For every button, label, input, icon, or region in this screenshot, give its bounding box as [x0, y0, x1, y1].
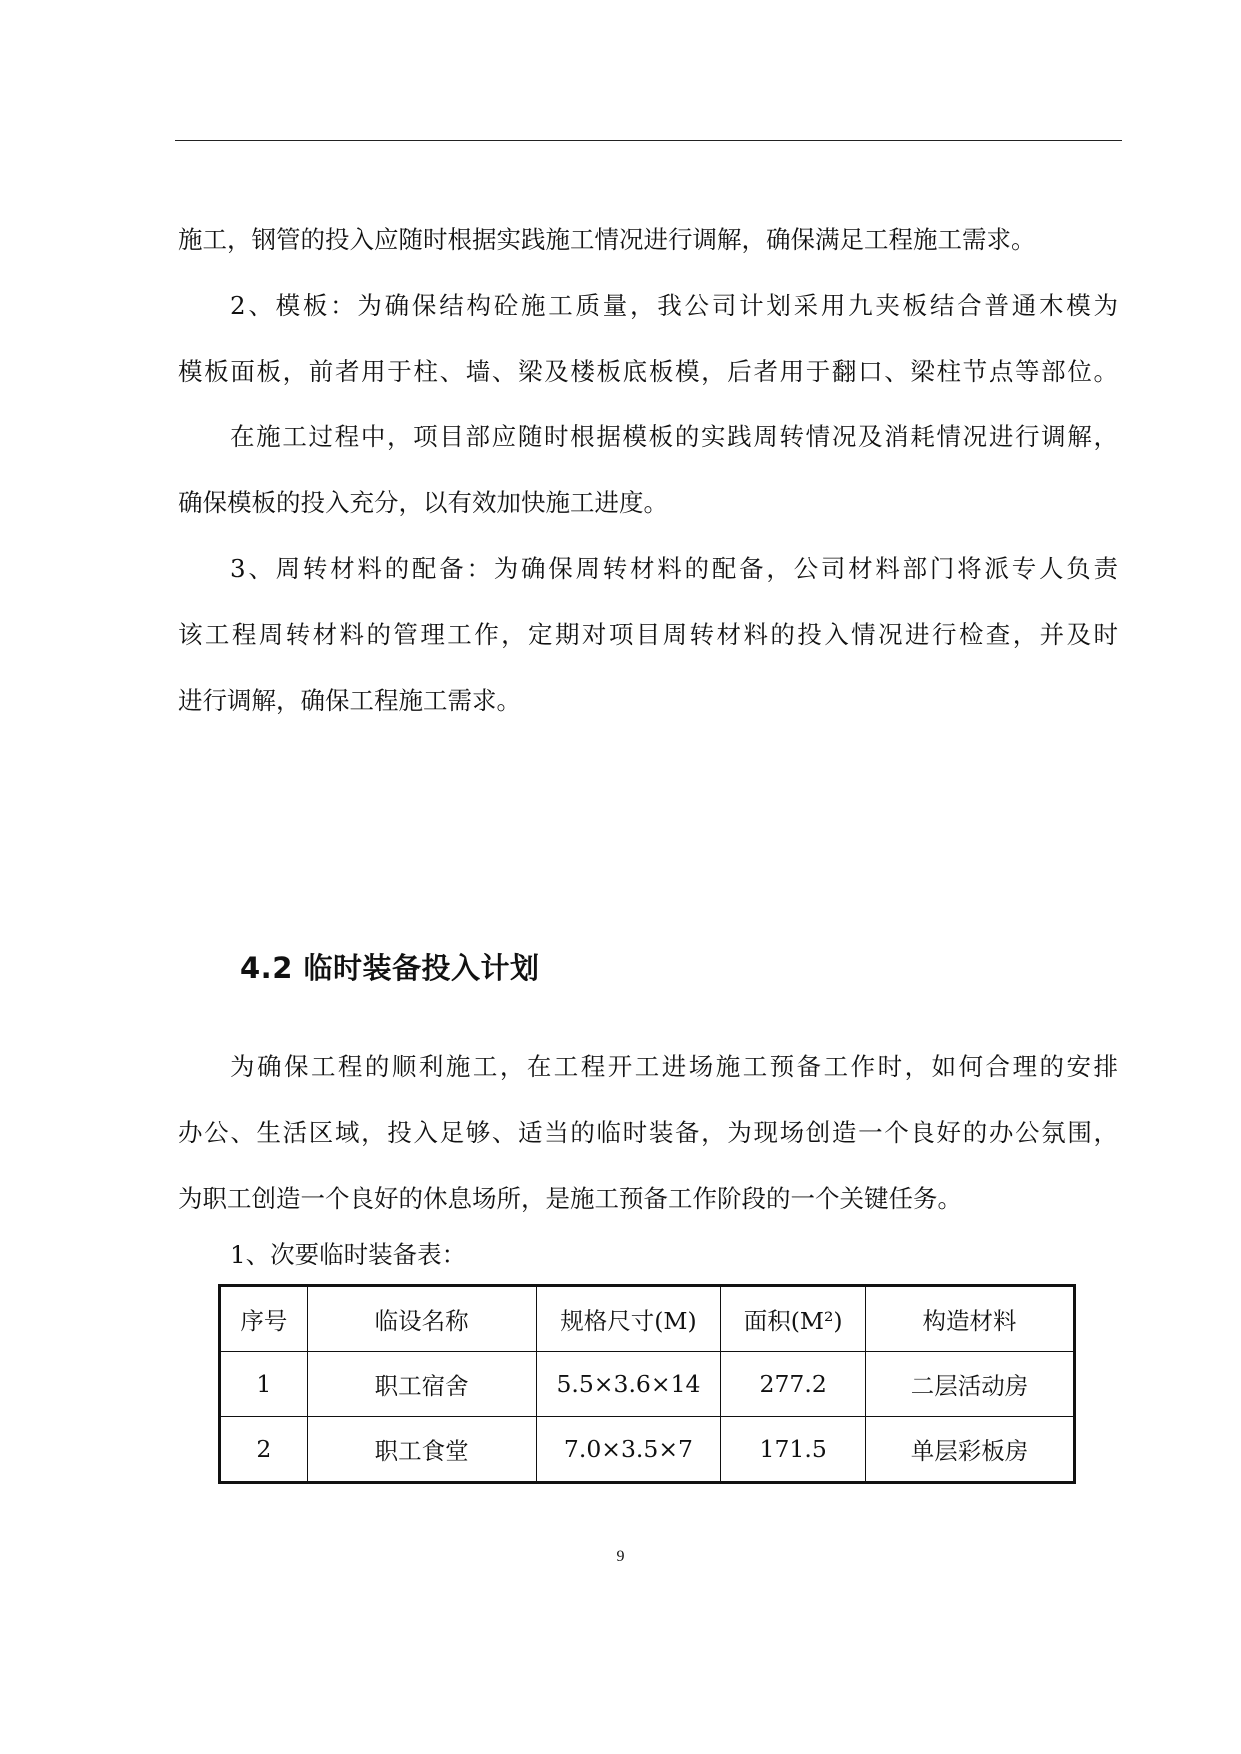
- table-header-cell: 规格尺寸(M): [536, 1286, 721, 1352]
- paragraph-line: 办公、生活区域，投入足够、适当的临时装备，为现场创造一个良好的办公氛围，: [178, 1118, 1118, 1147]
- table-cell: 171.5: [721, 1417, 866, 1483]
- table-row: [220, 1417, 1075, 1483]
- table-header-cell: 面积(M²): [721, 1286, 866, 1352]
- paragraph-line: 在施工过程中，项目部应随时根据模板的实践周转情况及消耗情况进行调解，: [230, 422, 1118, 451]
- paragraph-line: 确保模板的投入充分，以有效加快施工进度。: [178, 488, 668, 517]
- table-header-cell: 构造材料: [865, 1286, 1074, 1352]
- table-header-row: [220, 1286, 1075, 1352]
- table-cell: 职工宿舍: [307, 1352, 536, 1417]
- equipment-table: [218, 1284, 1076, 1484]
- paragraph-line: 模板面板，前者用于柱、墙、梁及楼板底板模，后者用于翻口、梁柱节点等部位。: [178, 357, 1118, 386]
- table-cell: 二层活动房: [865, 1352, 1074, 1417]
- table-row: [220, 1352, 1075, 1417]
- header-rule: [175, 140, 1122, 141]
- section-heading: 4.2 临时装备投入计划: [240, 951, 540, 985]
- table-header-cell: 序号: [220, 1286, 308, 1352]
- paragraph-line: 进行调解，确保工程施工需求。: [178, 686, 521, 715]
- paragraph-line: 施工，钢管的投入应随时根据实践施工情况进行调解，确保满足工程施工需求。: [178, 225, 1036, 254]
- paragraph-line: 为确保工程的顺利施工，在工程开工进场施工预备工作时，如何合理的安排: [230, 1052, 1118, 1081]
- table-cell: 5.5×3.6×14: [536, 1352, 721, 1417]
- table-header-cell: 临设名称: [307, 1286, 536, 1352]
- table-cell: 1: [220, 1352, 308, 1417]
- paragraph-line: 3、周转材料的配备：为确保周转材料的配备，公司材料部门将派专人负责: [230, 554, 1118, 583]
- table-cell: 277.2: [721, 1352, 866, 1417]
- table-cell: 7.0×3.5×7: [536, 1417, 721, 1483]
- table-caption: 1、次要临时装备表：: [230, 1240, 467, 1269]
- paragraph-line: 为职工创造一个良好的休息场所，是施工预备工作阶段的一个关键任务。: [178, 1184, 962, 1213]
- table-cell: 单层彩板房: [865, 1417, 1074, 1483]
- table-cell: 职工食堂: [307, 1417, 536, 1483]
- page-number: 9: [616, 1548, 625, 1565]
- table-cell: 2: [220, 1417, 308, 1483]
- paragraph-line: 2、模板：为确保结构砼施工质量，我公司计划采用九夹板结合普通木模为: [230, 291, 1118, 320]
- paragraph-line: 该工程周转材料的管理工作，定期对项目周转材料的投入情况进行检查，并及时: [178, 620, 1118, 649]
